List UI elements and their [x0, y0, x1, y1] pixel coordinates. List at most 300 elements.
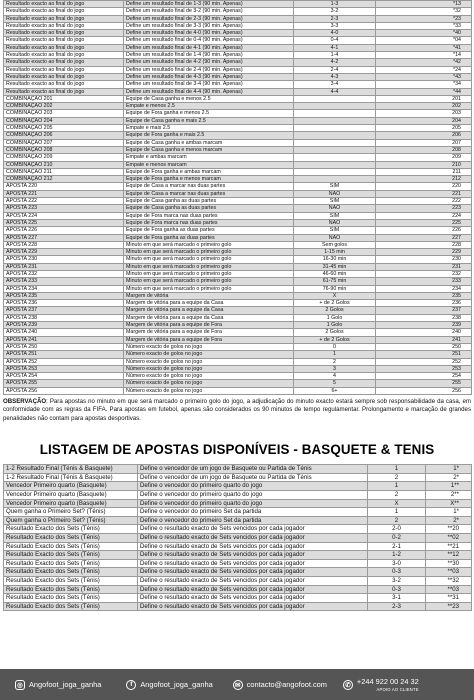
- bet-code-cell: 234: [376, 285, 472, 292]
- bet-option-cell: Sem golos: [294, 241, 376, 248]
- bet-name-cell: Resultado exacto ao final do jogo: [4, 44, 124, 51]
- bet-name-cell: Resultado Exacto dos Sets (Ténis): [4, 568, 138, 577]
- bet-description-cell: Empate e ambas marcam: [124, 154, 294, 161]
- bet-description-cell: Equipe de Casa ganha as duas partes: [124, 198, 294, 205]
- basket-tennis-bet-row: [4, 516, 472, 525]
- bet-code-cell: 220: [376, 183, 472, 190]
- bet-description-cell: Empate e menos 2.5: [124, 103, 294, 110]
- bet-name-cell: Vencedor Primeiro quarto (Basquete): [4, 491, 138, 500]
- bet-name-cell: APOSTA 231: [4, 263, 124, 270]
- bet-code-cell: **21: [426, 542, 472, 551]
- football-bet-row: [4, 44, 472, 51]
- bet-code-cell: 227: [376, 234, 472, 241]
- bet-description-cell: Define um resultado final de 1-3 (90 min. Apenas): [124, 1, 294, 8]
- football-bet-row: [4, 256, 472, 263]
- football-bet-row: [4, 373, 472, 380]
- bet-name-cell: 1-2 Resultado Final (Ténis & Basquete): [4, 473, 138, 482]
- bet-description-cell: Define um resultado final de 2-4 (90 min. Apenas): [124, 66, 294, 73]
- bet-name-cell: Resultado Exacto dos Sets (Ténis): [4, 585, 138, 594]
- football-bet-row: [4, 285, 472, 292]
- bet-option-cell: 31-45 min: [294, 263, 376, 270]
- bet-description-cell: Número exacto de golos no jogo: [124, 365, 294, 372]
- football-bet-row: [4, 103, 472, 110]
- football-bet-row: [4, 329, 472, 336]
- bet-code-cell: 233: [376, 278, 472, 285]
- football-bet-row: [4, 292, 472, 299]
- football-bet-row: [4, 110, 472, 117]
- bet-option-cell: [294, 176, 376, 183]
- bet-option-cell: 0-3: [368, 585, 426, 594]
- bet-option-cell: 2: [368, 516, 426, 525]
- bet-option-cell: 6+: [294, 387, 376, 394]
- email-icon: ✉: [233, 680, 243, 690]
- email-address: contacto@angofoot.com: [246, 680, 327, 689]
- bet-code-cell: 253: [376, 365, 472, 372]
- bet-code-cell: 229: [376, 249, 472, 256]
- basket-tennis-bet-row: [4, 551, 472, 560]
- bet-name-cell: APOSTA 238: [4, 314, 124, 321]
- football-bet-row: [4, 8, 472, 15]
- bet-code-cell: **02: [426, 534, 472, 543]
- football-bet-row: [4, 59, 472, 66]
- bet-code-cell: **03: [426, 585, 472, 594]
- bet-option-cell: 1 Golo: [294, 314, 376, 321]
- bet-option-cell: [294, 103, 376, 110]
- bet-option-cell: [294, 154, 376, 161]
- bet-name-cell: APOSTA 239: [4, 322, 124, 329]
- bet-option-cell: 2 Golos: [294, 307, 376, 314]
- bet-code-cell: *14: [376, 52, 472, 59]
- bet-description-cell: Margem de vitória: [124, 292, 294, 299]
- bet-name-cell: APOSTA 230: [4, 256, 124, 263]
- bet-option-cell: [294, 146, 376, 153]
- bet-name-cell: APOSTA 235: [4, 292, 124, 299]
- football-bet-row: [4, 30, 472, 37]
- facebook-handle: Angofoot_joga_ganha: [140, 680, 213, 689]
- bet-name-cell: Resultado Exacto dos Sets (Ténis): [4, 525, 138, 534]
- bet-description-cell: Minuto em que será marcado o primeiro golo: [124, 249, 294, 256]
- bet-code-cell: 2*: [426, 473, 472, 482]
- bet-code-cell: 1*: [426, 508, 472, 517]
- bet-description-cell: Equipe de Fora marca nas duas partes: [124, 219, 294, 226]
- bet-code-cell: *23: [376, 15, 472, 22]
- bet-description-cell: Equipe de Fora ganha e ambas marcam: [124, 168, 294, 175]
- bet-description-cell: Define o resultado exacto de Sets vencidos por cada jogador: [138, 525, 368, 534]
- bet-description-cell: Número exacto de golos no jogo: [124, 373, 294, 380]
- bet-code-cell: *13: [376, 1, 472, 8]
- bet-name-cell: APOSTA 227: [4, 234, 124, 241]
- football-bet-row: [4, 117, 472, 124]
- bet-description-cell: Define o resultado exacto de Sets vencidos por cada jogador: [138, 534, 368, 543]
- bet-code-cell: 2*: [426, 516, 472, 525]
- bet-code-cell: 211: [376, 168, 472, 175]
- bet-description-cell: Define um resultado final de 3-3 (90 min. Apenas): [124, 22, 294, 29]
- basket-tennis-bet-row: [4, 534, 472, 543]
- bet-name-cell: APOSTA 234: [4, 285, 124, 292]
- bet-code-cell: **12: [426, 551, 472, 560]
- basket-tennis-bet-row: [4, 568, 472, 577]
- bet-description-cell: Número exacto de golos no jogo: [124, 351, 294, 358]
- football-bet-row: [4, 1, 472, 8]
- bet-description-cell: Define um resultado final de 4-0 (90 min. Apenas): [124, 30, 294, 37]
- bet-description-cell: Equipe de Fora ganha as duas partes: [124, 227, 294, 234]
- bet-option-cell: 2: [368, 473, 426, 482]
- bet-option-cell: 2-3: [294, 15, 376, 22]
- football-bet-row: [4, 343, 472, 350]
- bet-code-cell: 236: [376, 300, 472, 307]
- bet-code-cell: *32: [376, 8, 472, 15]
- bet-code-cell: 255: [376, 380, 472, 387]
- bet-name-cell: Resultado exacto ao final do jogo: [4, 59, 124, 66]
- phone-block: [357, 677, 419, 692]
- bet-description-cell: Equipe de Fora ganha e mais 2.5: [124, 132, 294, 139]
- bet-description-cell: Define o vencedor de um jogo de Basquete ou Partida de Ténis: [138, 465, 368, 474]
- bet-name-cell: COMBINAÇÃO 205: [4, 125, 124, 132]
- bet-code-cell: 228: [376, 241, 472, 248]
- bet-code-cell: 230: [376, 256, 472, 263]
- bet-name-cell: Resultado exacto ao final do jogo: [4, 52, 124, 59]
- football-bet-row: [4, 351, 472, 358]
- bet-description-cell: Equipe de Fora ganha as duas partes: [124, 234, 294, 241]
- bet-option-cell: 5: [294, 380, 376, 387]
- bet-description-cell: Define o resultado exacto de Sets vencidos por cada jogador: [138, 576, 368, 585]
- bet-option-cell: SIM: [294, 227, 376, 234]
- bet-description-cell: Número exacto de golos no jogo: [124, 387, 294, 394]
- basket-tennis-bet-row: [4, 585, 472, 594]
- bet-option-cell: 3: [294, 365, 376, 372]
- bet-name-cell: Vencedor Primeiro quarto (Basquete): [4, 499, 138, 508]
- football-bet-row: [4, 161, 472, 168]
- bet-description-cell: Define um resultado final de 2-3 (90 min. Apenas): [124, 15, 294, 22]
- instagram-handle: Angofoot_joga_ganha: [29, 680, 102, 689]
- bet-code-cell: 251: [376, 351, 472, 358]
- bet-option-cell: SIM: [294, 183, 376, 190]
- bet-name-cell: Resultado exacto ao final do jogo: [4, 1, 124, 8]
- email-link[interactable]: [233, 680, 327, 690]
- bet-code-cell: *04: [376, 37, 472, 44]
- bet-name-cell: APOSTA 225: [4, 219, 124, 226]
- bet-option-cell: SIM: [294, 212, 376, 219]
- bet-option-cell: [294, 117, 376, 124]
- bet-option-cell: 2-4: [294, 66, 376, 73]
- bet-description-cell: Define o vencedor do primeiro Set da partida: [138, 508, 368, 517]
- bet-code-cell: 254: [376, 373, 472, 380]
- bet-name-cell: APOSTA 233: [4, 278, 124, 285]
- basket-tennis-bet-row: [4, 602, 472, 611]
- bet-description-cell: Define o resultado exacto de Sets vencidos por cada jogador: [138, 568, 368, 577]
- bet-description-cell: Define o resultado exacto de Sets vencidos por cada jogador: [138, 602, 368, 611]
- bet-description-cell: Minuto em que será marcado o primeiro golo: [124, 278, 294, 285]
- bet-name-cell: Resultado exacto ao final do jogo: [4, 8, 124, 15]
- bet-option-cell: [294, 95, 376, 102]
- bet-name-cell: Resultado exacto ao final do jogo: [4, 88, 124, 95]
- bet-name-cell: COMBINAÇÃO 209: [4, 154, 124, 161]
- bet-name-cell: APOSTA 254: [4, 373, 124, 380]
- bet-code-cell: 203: [376, 110, 472, 117]
- bet-option-cell: 2-1: [368, 542, 426, 551]
- bet-description-cell: Minuto em que será marcado o primeiro golo: [124, 270, 294, 277]
- bet-name-cell: Vencedor Primeiro quarto (Basquete): [4, 482, 138, 491]
- bet-option-cell: + de 2 Golos: [294, 300, 376, 307]
- bet-description-cell: Minuto em que será marcado o primeiro golo: [124, 241, 294, 248]
- basket-tennis-bet-row: [4, 473, 472, 482]
- bet-name-cell: APOSTA 250: [4, 343, 124, 350]
- bet-name-cell: APOSTA 226: [4, 227, 124, 234]
- bet-code-cell: 209: [376, 154, 472, 161]
- basket-tennis-bet-row: [4, 508, 472, 517]
- bet-option-cell: 0-2: [368, 534, 426, 543]
- bet-option-cell: 2: [368, 491, 426, 500]
- bet-code-cell: **23: [426, 602, 472, 611]
- football-bet-row: [4, 168, 472, 175]
- bet-code-cell: *42: [376, 59, 472, 66]
- bet-code-cell: 2**: [426, 491, 472, 500]
- bet-code-cell: 226: [376, 227, 472, 234]
- football-bet-row: [4, 263, 472, 270]
- football-bet-row: [4, 125, 472, 132]
- football-bet-row: [4, 22, 472, 29]
- bet-name-cell: APOSTA 221: [4, 190, 124, 197]
- bet-name-cell: APOSTA 229: [4, 249, 124, 256]
- bet-description-cell: Define o vencedor do primeiro quarto do jogo: [138, 499, 368, 508]
- bet-description-cell: Equipe de Casa ganha e mais 2.5: [124, 117, 294, 124]
- bet-name-cell: Resultado Exacto dos Sets (Ténis): [4, 594, 138, 603]
- football-bet-row: [4, 241, 472, 248]
- bet-code-cell: 231: [376, 263, 472, 270]
- bet-description-cell: Equipe de Casa ganha as duas partes: [124, 205, 294, 212]
- bet-option-cell: 1-4: [294, 52, 376, 59]
- bet-description-cell: Margem de vitória para a equipe da Casa: [124, 307, 294, 314]
- bet-name-cell: APOSTA 237: [4, 307, 124, 314]
- bet-description-cell: Define um resultado final de 4-3 (90 min. Apenas): [124, 73, 294, 80]
- bet-option-cell: 2-3: [368, 602, 426, 611]
- bet-code-cell: 221: [376, 190, 472, 197]
- football-bet-row: [4, 300, 472, 307]
- bet-name-cell: APOSTA 223: [4, 205, 124, 212]
- bet-code-cell: *33: [376, 22, 472, 29]
- instagram-link[interactable]: [15, 680, 101, 690]
- bet-code-cell: *43: [376, 73, 472, 80]
- bet-description-cell: Margem de vitória para a equipe de Fora: [124, 322, 294, 329]
- bet-option-cell: 76-90 min: [294, 285, 376, 292]
- bet-name-cell: APOSTA 228: [4, 241, 124, 248]
- football-bet-row: [4, 132, 472, 139]
- bet-name-cell: APOSTA 253: [4, 365, 124, 372]
- bet-description-cell: Minuto em que será marcado o primeiro golo: [124, 256, 294, 263]
- bet-description-cell: Equipe de Casa a marcar nas duas partes: [124, 190, 294, 197]
- bet-option-cell: 1: [368, 508, 426, 517]
- football-bet-row: [4, 387, 472, 394]
- football-bet-row: [4, 278, 472, 285]
- bet-description-cell: Número exacto de golos no jogo: [124, 380, 294, 387]
- bet-code-cell: **20: [426, 525, 472, 534]
- bet-code-cell: *34: [376, 81, 472, 88]
- bet-description-cell: Define o resultado exacto de Sets vencidos por cada jogador: [138, 594, 368, 603]
- bet-name-cell: Resultado Exacto dos Sets (Ténis): [4, 542, 138, 551]
- bet-code-cell: 225: [376, 219, 472, 226]
- bet-name-cell: 1-2 Resultado Final (Ténis & Basquete): [4, 465, 138, 474]
- bet-description-cell: Margem de vitória para a equipe da Casa: [124, 314, 294, 321]
- bet-code-cell: 237: [376, 307, 472, 314]
- bet-name-cell: COMBINAÇÃO 206: [4, 132, 124, 139]
- football-bet-row: [4, 139, 472, 146]
- instagram-icon: ◎: [15, 680, 25, 690]
- observation-note: [3, 398, 471, 423]
- bet-option-cell: [294, 132, 376, 139]
- bet-option-cell: 3-2: [294, 8, 376, 15]
- bet-code-cell: *44: [376, 88, 472, 95]
- bet-option-cell: [294, 168, 376, 175]
- football-bet-row: [4, 358, 472, 365]
- phone-support-label: APOIO AO CLIENTE: [376, 687, 419, 692]
- bet-option-cell: 61-75 min: [294, 278, 376, 285]
- bet-option-cell: [294, 125, 376, 132]
- bet-option-cell: 2: [294, 358, 376, 365]
- football-bet-row: [4, 205, 472, 212]
- bet-code-cell: 250: [376, 343, 472, 350]
- basket-tennis-bet-row: [4, 525, 472, 534]
- football-bet-row: [4, 314, 472, 321]
- bet-code-cell: 252: [376, 358, 472, 365]
- football-bet-row: [4, 307, 472, 314]
- bet-description-cell: Equipe de Casa a marcar nas duas partes: [124, 183, 294, 190]
- bet-code-cell: **32: [426, 576, 472, 585]
- football-bet-row: [4, 15, 472, 22]
- bet-description-cell: Equipe de Casa ganha e menos 2.5: [124, 95, 294, 102]
- bet-option-cell: 3-4: [294, 81, 376, 88]
- bet-code-cell: 1**: [426, 482, 472, 491]
- football-bet-row: [4, 183, 472, 190]
- basket-tennis-bet-row: [4, 576, 472, 585]
- bet-option-cell: 3-0: [368, 559, 426, 568]
- football-bet-row: [4, 249, 472, 256]
- bet-code-cell: 205: [376, 125, 472, 132]
- bet-name-cell: APOSTA 232: [4, 270, 124, 277]
- bet-option-cell: 4-0: [294, 30, 376, 37]
- bet-option-cell: 1: [294, 351, 376, 358]
- bet-option-cell: 4-1: [294, 44, 376, 51]
- bet-name-cell: COMBINAÇÃO 211: [4, 168, 124, 175]
- bet-name-cell: COMBINAÇÃO 201: [4, 95, 124, 102]
- bet-description-cell: Define o resultado exacto de Sets vencidos por cada jogador: [138, 585, 368, 594]
- section-title: LISTAGEM DE APOSTAS DISPONÍVEIS - BASQUETE & TENIS: [39, 441, 435, 458]
- bet-option-cell: [294, 161, 376, 168]
- bet-code-cell: 240: [376, 329, 472, 336]
- whatsapp-link[interactable]: [343, 677, 419, 692]
- bet-description-cell: Margem de vitória para a equipe da Casa: [124, 300, 294, 307]
- bet-name-cell: APOSTA 251: [4, 351, 124, 358]
- bet-description-cell: Define o vencedor do primeiro Set da partida: [138, 516, 368, 525]
- football-bet-row: [4, 95, 472, 102]
- bet-description-cell: Define um resultado final de 3-2 (90 min. Apenas): [124, 8, 294, 15]
- bet-description-cell: Número exacto de golos no jogo: [124, 358, 294, 365]
- bet-code-cell: 256: [376, 387, 472, 394]
- basket-tennis-bet-row: [4, 542, 472, 551]
- bet-option-cell: 1-15 min: [294, 249, 376, 256]
- bet-option-cell: 0-3: [368, 568, 426, 577]
- bet-option-cell: 4: [294, 373, 376, 380]
- bet-option-cell: 2 Golos: [294, 329, 376, 336]
- bet-code-cell: 1*: [426, 465, 472, 474]
- bet-name-cell: Quem ganha o Primeiro Set? (Ténis): [4, 516, 138, 525]
- bet-option-cell: NÃO: [294, 219, 376, 226]
- bet-name-cell: COMBINAÇÃO 207: [4, 139, 124, 146]
- bet-code-cell: X**: [426, 499, 472, 508]
- bet-code-cell: 210: [376, 161, 472, 168]
- football-bet-row: [4, 380, 472, 387]
- basket-tennis-bet-row: [4, 465, 472, 474]
- bet-description-cell: Define o resultado exacto de Sets vencidos por cada jogador: [138, 551, 368, 560]
- bet-description-cell: Define um resultado final de 4-4 (90 min. Apenas): [124, 88, 294, 95]
- football-bet-row: [4, 146, 472, 153]
- bet-code-cell: **03: [426, 568, 472, 577]
- football-bet-row: [4, 73, 472, 80]
- bet-option-cell: [294, 139, 376, 146]
- bet-option-cell: 3-1: [368, 594, 426, 603]
- bet-name-cell: COMBINAÇÃO 203: [4, 110, 124, 117]
- basket-tennis-bet-row: [4, 482, 472, 491]
- bet-code-cell: 224: [376, 212, 472, 219]
- bet-description-cell: Define o resultado exacto de Sets vencidos por cada jogador: [138, 542, 368, 551]
- football-bet-row: [4, 198, 472, 205]
- bet-option-cell: 0-4: [294, 37, 376, 44]
- bet-name-cell: Quem ganha o Primeiro Set? (Ténis): [4, 508, 138, 517]
- football-bet-row: [4, 154, 472, 161]
- bet-name-cell: Resultado Exacto dos Sets (Ténis): [4, 602, 138, 611]
- bet-option-cell: 0: [294, 343, 376, 350]
- football-bet-row: [4, 66, 472, 73]
- bet-option-cell: 4-3: [294, 73, 376, 80]
- bet-code-cell: 202: [376, 103, 472, 110]
- football-bet-row: [4, 88, 472, 95]
- bet-option-cell: 1-3: [294, 1, 376, 8]
- bet-name-cell: Resultado Exacto dos Sets (Ténis): [4, 576, 138, 585]
- bet-option-cell: 4-2: [294, 59, 376, 66]
- bet-code-cell: 223: [376, 205, 472, 212]
- bet-name-cell: Resultado exacto ao final do jogo: [4, 30, 124, 37]
- football-bet-row: [4, 322, 472, 329]
- bet-name-cell: Resultado Exacto dos Sets (Ténis): [4, 534, 138, 543]
- facebook-link[interactable]: [126, 680, 212, 690]
- bet-description-cell: Empate e menos marcam: [124, 161, 294, 168]
- bet-code-cell: **31: [426, 594, 472, 603]
- bet-name-cell: Resultado exacto ao final do jogo: [4, 22, 124, 29]
- bet-description-cell: Margem de vitória para a equipe de Fora: [124, 329, 294, 336]
- football-bet-row: [4, 176, 472, 183]
- bet-code-cell: 241: [376, 336, 472, 343]
- bet-code-cell: **30: [426, 559, 472, 568]
- bet-description-cell: Equipe de Casa ganha e menos marcam: [124, 146, 294, 153]
- bet-description-cell: Margem de vitória para a equipe de Fora: [124, 336, 294, 343]
- bet-name-cell: APOSTA 222: [4, 198, 124, 205]
- bet-description-cell: Número exacto de golos no jogo: [124, 343, 294, 350]
- bet-option-cell: 1-2: [368, 551, 426, 560]
- bet-name-cell: APOSTA 220: [4, 183, 124, 190]
- bet-description-cell: Equipe de Fora ganha e menos 2.5: [124, 110, 294, 117]
- basket-tennis-bet-row: [4, 491, 472, 500]
- football-bet-row: [4, 81, 472, 88]
- bet-name-cell: Resultado Exacto dos Sets (Ténis): [4, 559, 138, 568]
- bet-code-cell: 208: [376, 146, 472, 153]
- bet-name-cell: COMBINAÇÃO 208: [4, 146, 124, 153]
- bet-description-cell: Equipe de Casa ganha e ambas marcam: [124, 139, 294, 146]
- bet-code-cell: *41: [376, 44, 472, 51]
- bet-option-cell: NÃO: [294, 234, 376, 241]
- bet-option-cell: X: [294, 292, 376, 299]
- bet-description-cell: Define um resultado final de 0-4 (90 min. Apenas): [124, 37, 294, 44]
- bet-name-cell: APOSTA 224: [4, 212, 124, 219]
- bet-option-cell: [294, 110, 376, 117]
